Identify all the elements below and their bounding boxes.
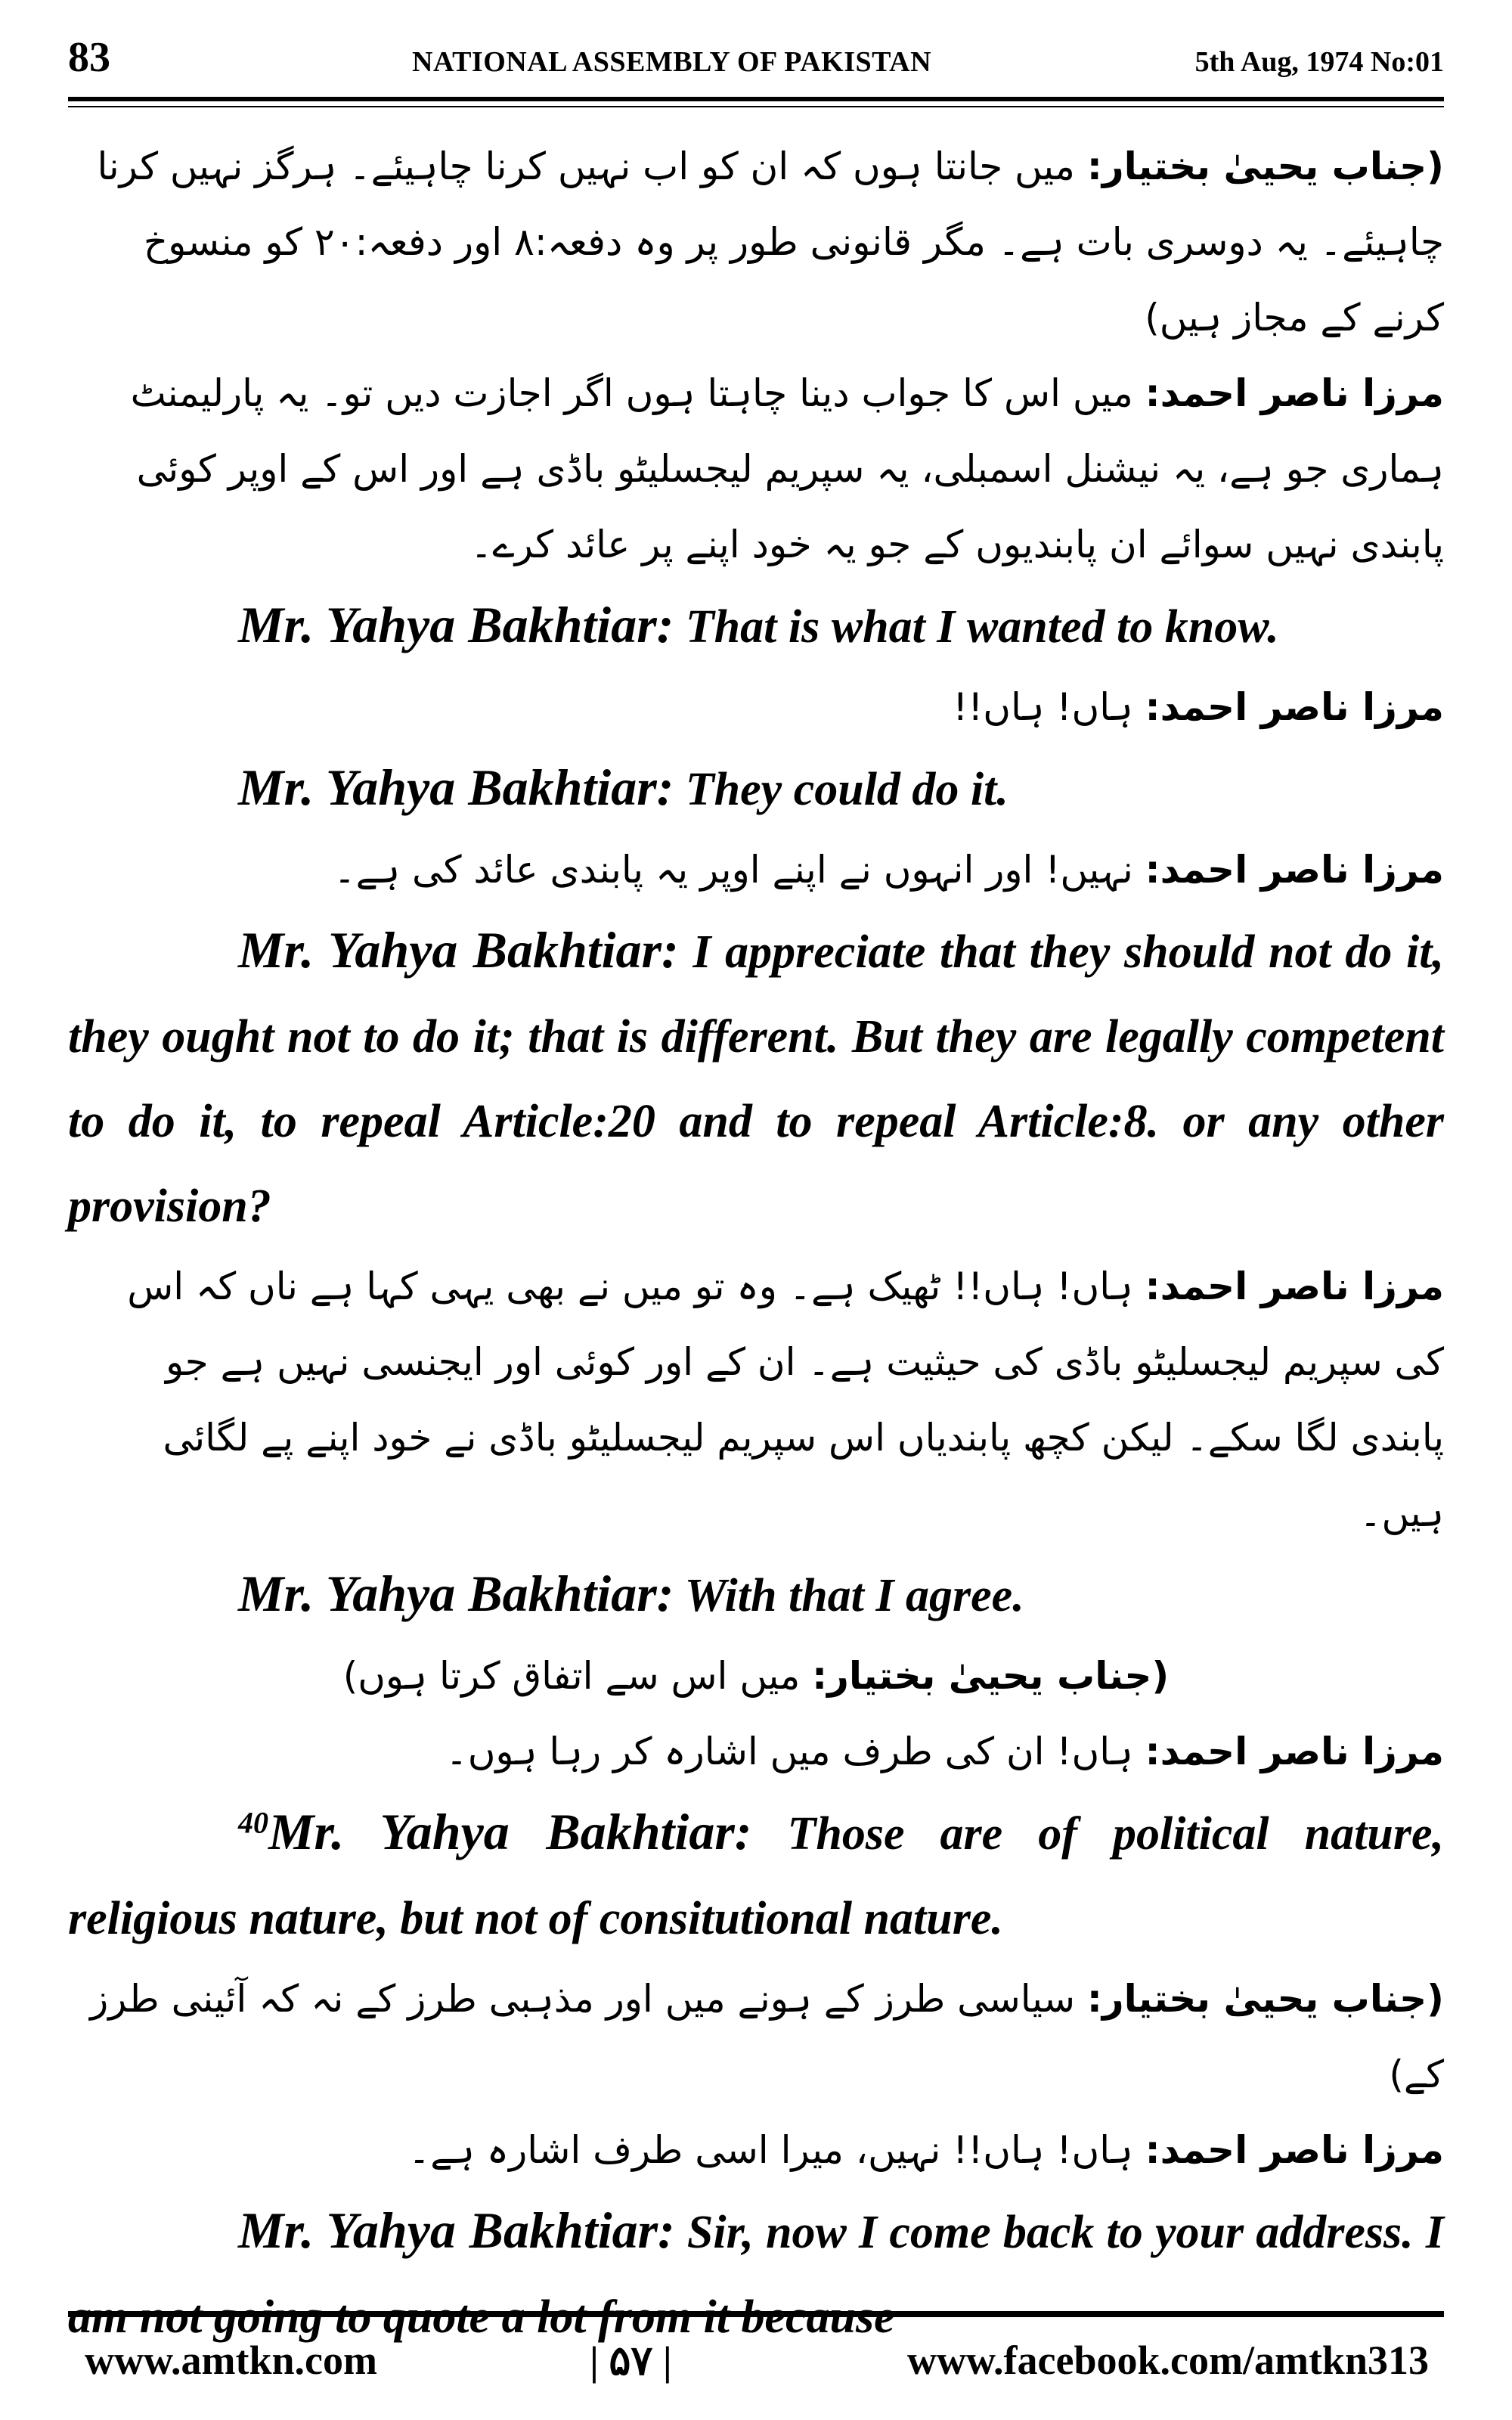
speaker-name: Mr. Yahya Bakhtiar: xyxy=(238,1565,674,1622)
speech-text: ہاں! ہاں!! نہیں، میرا اسی طرف اشارہ ہے۔ xyxy=(407,2128,1133,2172)
speaker-name: Mr. Yahya Bakhtiar: xyxy=(268,1803,752,1860)
page-footer xyxy=(68,2337,1444,2397)
urdu-paragraph xyxy=(68,832,1444,908)
speaker-name: (جناب یحییٰ بختیار: xyxy=(812,1654,1170,1698)
page-header xyxy=(68,30,1444,98)
urdu-paragraph xyxy=(68,355,1444,582)
speaker-name: مرزا ناصر احمد: xyxy=(1145,371,1444,415)
speaker-name: مرزا ناصر احمد: xyxy=(1145,848,1444,892)
speech-text: I appreciate that they should not do it, they ought not to do it; that is different. But they are legally competent to do it, to repeal Article:20 and to repeal Article:8. or any other provision? xyxy=(68,926,1445,1232)
urdu-paragraph xyxy=(68,669,1444,745)
speech-text: They could do it. xyxy=(685,764,1009,815)
english-paragraph xyxy=(68,1789,1444,1961)
speaker-name: (جناب یحییٰ بختیار: xyxy=(1086,1977,1444,2021)
speaker-name: Mr. Yahya Bakhtiar: xyxy=(238,759,674,816)
urdu-paragraph xyxy=(68,1249,1444,1551)
urdu-page-number: | ۵۷ | xyxy=(590,2338,672,2384)
speech-text: ہاں! ہاں!! ٹھیک ہے۔ وہ تو میں نے بھی یہی کہا ہے ناں کہ اس کی سپریم لیجسلیٹو باڈی کی حیثیت ہے۔ ان کے اور کوئی اور ایجنسی نہیں ہے جو پابندی لگا سکے۔ لیکن کچھ پابندیاں اس سپریم لیجسلیٹو باڈی نے خود اپنے پے لگائی ہیں۔ xyxy=(127,1264,1444,1535)
speaker-name: (جناب یحییٰ بختیار: xyxy=(1086,144,1444,188)
speaker-name: مرزا ناصر احمد: xyxy=(1145,1264,1444,1308)
speaker-name: Mr. Yahya Bakhtiar: xyxy=(238,596,674,653)
english-paragraph xyxy=(68,1551,1444,1638)
speech-text: Those are of political nature, religious nature, but not of consitutional nature. xyxy=(68,1808,1445,1944)
speaker-name: مرزا ناصر احمد: xyxy=(1145,1730,1444,1773)
english-paragraph xyxy=(68,2188,1444,2360)
speech-text: With that I agree. xyxy=(684,1570,1024,1621)
footnote-marker: 40 xyxy=(238,1805,268,1840)
speech-text: میں اس سے اتفاق کرتا ہوں) xyxy=(342,1654,801,1698)
speaker-name: Mr. Yahya Bakhtiar: xyxy=(238,2201,675,2259)
header-rule-thin xyxy=(68,106,1444,107)
speaker-name: Mr. Yahya Bakhtiar: xyxy=(238,921,679,979)
urdu-paragraph xyxy=(68,1638,1444,1714)
speech-text: نہیں! اور انہوں نے اپنے اوپر یہ پابندی عائد کی ہے۔ xyxy=(333,848,1133,892)
footer-rule xyxy=(68,2311,1444,2317)
speech-text: ہاں! ہاں!! xyxy=(953,685,1133,729)
speaker-name: مرزا ناصر احمد: xyxy=(1145,685,1444,729)
page-number: 83 xyxy=(68,34,110,81)
english-paragraph xyxy=(68,908,1444,1249)
speech-text: ہاں! ان کی طرف میں اشارہ کر رہا ہوں۔ xyxy=(445,1730,1133,1773)
header-rule xyxy=(68,97,1444,101)
speech-text: That is what I wanted to know. xyxy=(685,601,1279,653)
document-title: NATIONAL ASSEMBLY OF PAKISTAN xyxy=(412,46,932,78)
urdu-paragraph xyxy=(68,1714,1444,1789)
speaker-name: مرزا ناصر احمد: xyxy=(1145,2128,1444,2172)
transcript-body xyxy=(68,129,1444,2360)
english-paragraph xyxy=(68,582,1444,669)
speech-text: میں جانتا ہوں کہ ان کو اب نہیں کرنا چاہیئے۔ ہرگز نہیں کرنا چاہیئے۔ یہ دوسری بات ہے۔ مگر قانونی طور پر وہ دفعہ:۸ اور دفعہ:۲۰ کو منسوخ کرنے کے مجاز ہیں) xyxy=(97,144,1444,340)
speech-text: میں اس کا جواب دینا چاہتا ہوں اگر اجازت دیں تو۔ یہ پارلیمنٹ ہماری جو ہے، یہ نیشنل اسمبلی، یہ سپریم لیجسلیٹو باڈی ہے اور اس کے اوپر کوئی پابندی نہیں سوائے ان پابندیوں کے جو یہ خود اپنے پر عائد کرے۔ xyxy=(130,371,1444,566)
urdu-paragraph xyxy=(68,129,1444,355)
session-date: 5th Aug, 1974 No:01 xyxy=(1194,46,1444,78)
speech-text: Sir, now I come back to your address. I am not going to quote a lot from it because xyxy=(68,2207,1445,2343)
facebook-link[interactable]: www.facebook.com/amtkn313 xyxy=(907,2338,1429,2383)
urdu-paragraph xyxy=(68,1961,1444,2112)
english-paragraph xyxy=(68,745,1444,832)
website-link[interactable]: www.amtkn.com xyxy=(85,2338,377,2383)
urdu-paragraph xyxy=(68,2112,1444,2188)
speech-text: سیاسی طرز کے ہونے میں اور مذہبی طرز کے نہ کہ آئینی طرز کے) xyxy=(90,1977,1444,2096)
